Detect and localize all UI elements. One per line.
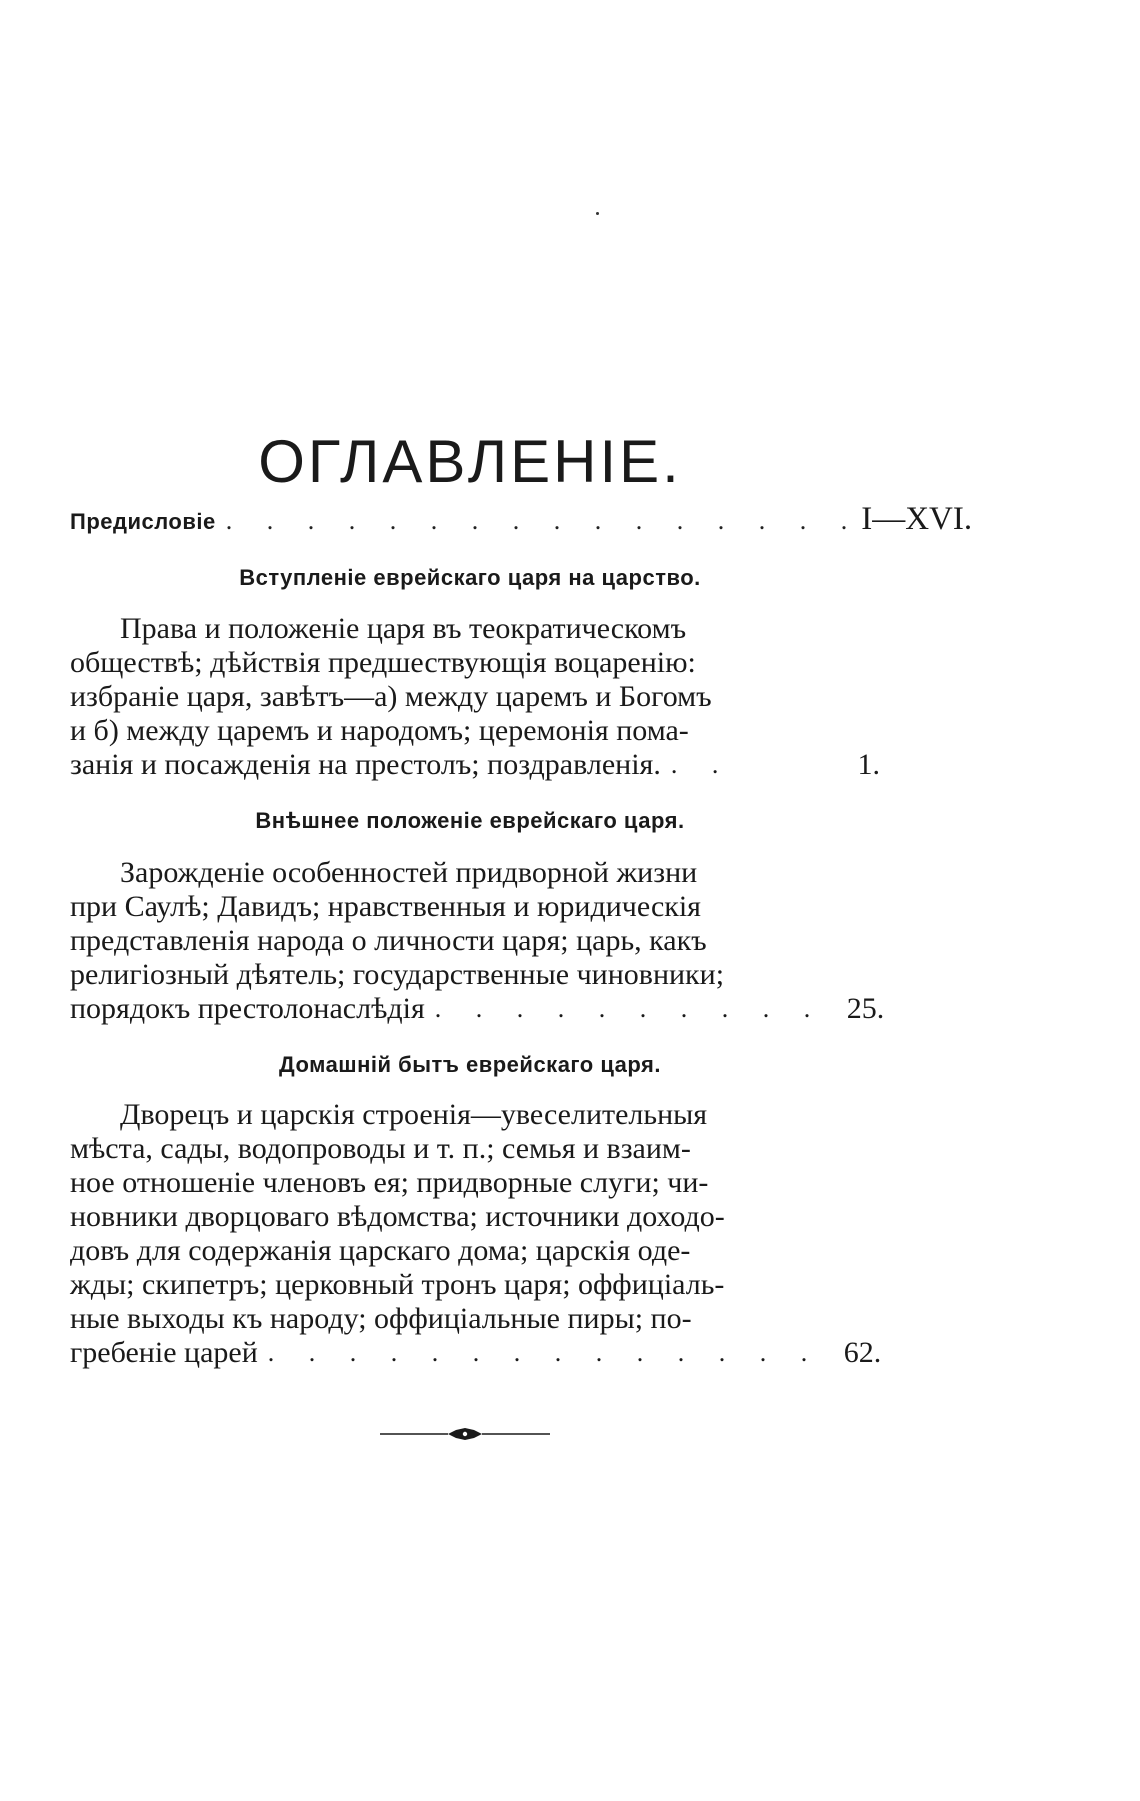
- section-description: [70, 612, 880, 782]
- toc-page-number: 1.: [857, 748, 880, 781]
- text-line: [70, 890, 880, 924]
- toc-page-number: 25.: [846, 992, 885, 1025]
- section-heading: Внѣшнее положеніе еврейскаго царя.: [255, 808, 685, 833]
- text-line: [70, 714, 880, 748]
- line-text: занія и посажденія на престолъ; поздравленія.: [70, 748, 661, 781]
- text-line: [70, 646, 880, 680]
- dot-leader: . . . . . . . . . . . . . .: [267, 1338, 822, 1367]
- text-line: [70, 612, 880, 646]
- page-title: ОГЛАВЛЕНІЕ.: [258, 428, 682, 495]
- text-line: [70, 958, 880, 992]
- line-text: новники дворцоваго вѣдомства; источники доходо-: [70, 1200, 725, 1233]
- line-text: ное отношеніе членовъ ея; придворные слуги; чи-: [70, 1166, 709, 1199]
- text-line: [70, 1132, 880, 1166]
- text-line: [70, 1302, 880, 1336]
- divider-ornament-icon: [380, 1424, 550, 1444]
- line-text: гребеніе царей: [70, 1336, 258, 1369]
- section-description: [70, 1098, 880, 1370]
- line-text: Дворецъ и царскія строенія—увеселительныя: [120, 1098, 708, 1131]
- line-text: религіозный дѣятель; государственные чиновники;: [70, 958, 725, 991]
- toc-entry-label: Предисловіе: [70, 509, 216, 534]
- toc-page-number: I—XVI.: [861, 501, 973, 537]
- line-text: ные выходы къ народу; оффиціальные пиры; по-: [70, 1302, 692, 1335]
- line-text: при Саулѣ; Давидъ; нравственныя и юридическія: [70, 890, 701, 923]
- toc-page-number: 62.: [843, 1336, 882, 1369]
- section-heading: Домашній бытъ еврейскаго царя.: [279, 1052, 661, 1077]
- section-description: [70, 856, 885, 1026]
- line-text: жды; скипетръ; церковный тронъ царя; оффиціаль-: [70, 1268, 725, 1301]
- text-line: [70, 1336, 880, 1370]
- line-text: порядокъ престолонаслѣдія: [70, 992, 425, 1025]
- text-line: [70, 856, 880, 890]
- text-line: [70, 1234, 880, 1268]
- line-text: Права и положеніе царя въ теократическомъ: [120, 612, 687, 645]
- line-text: мѣста, сады, водопроводы и т. п.; семья и взаим-: [70, 1132, 691, 1165]
- line-text: обществѣ; дѣйствія предшествующія воцаренію:: [70, 646, 696, 679]
- line-text: представленія народа о личности царя; царь, какъ: [70, 924, 707, 957]
- line-text: и б) между царемъ и народомъ; церемонія пома-: [70, 714, 689, 747]
- dot-leader: . . . . . . . . . .: [434, 994, 825, 1023]
- line-text: довъ для содержанія царскаго дома; царскія оде-: [70, 1234, 691, 1267]
- toc-entry-preface: [70, 501, 973, 539]
- text-line: [70, 1200, 880, 1234]
- print-speck: [596, 212, 599, 215]
- line-text: Зарожденіе особенностей придворной жизни: [120, 856, 698, 889]
- text-line: [70, 1166, 880, 1200]
- text-line: [70, 748, 880, 782]
- text-line: [70, 1098, 880, 1132]
- text-line: [70, 924, 880, 958]
- text-line: [70, 1268, 880, 1302]
- text-line: [70, 680, 880, 714]
- dot-leader: . .: [670, 750, 733, 779]
- line-text: избраніе царя, завѣтъ—а) между царемъ и Богомъ: [70, 680, 712, 713]
- text-line: [70, 992, 885, 1026]
- section-heading: Вступленіе еврейскаго царя на царство.: [239, 565, 701, 590]
- dot-leader: . . . . . . . . . . . . . . . .: [225, 506, 862, 535]
